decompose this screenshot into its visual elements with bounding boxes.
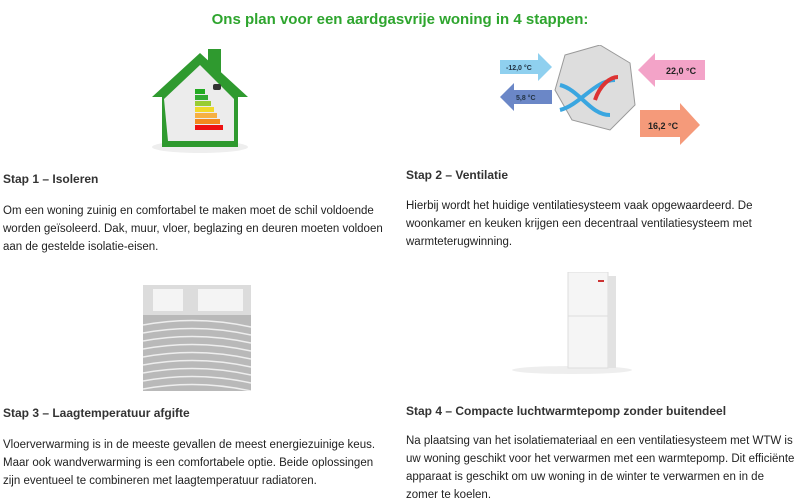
step-2-body: Hierbij wordt het huidige ventilatiesysteem vaak opgewaardeerd. De woonkamer en keuken krijgen een decentraal ventilatiesysteem met warmteterugwinning.	[406, 200, 753, 248]
step-3-body: Vloerverwarming is in de meeste gevallen de meest energiezuinige keus. Maar ook wandverwarming is een comfortabele optie. Beide oplossingen zijn eventueel te combineren met laagtemperatuur radiatoren.	[3, 439, 376, 487]
temp-indoor-out: 22,0 °C	[666, 66, 697, 76]
temp-outdoor-in: -12,0 °C	[506, 65, 532, 72]
heat-exchanger-image	[500, 45, 705, 150]
step-4-heading: Stap 4 – Compacte luchtwarmtepomp zonder buitendeel	[406, 404, 727, 418]
step-3-heading: Stap 3 – Laagtemperatuur afgifte	[3, 406, 190, 420]
heat-pump-image	[490, 272, 635, 376]
temp-indoor-in: 16,2 °C	[648, 121, 679, 131]
floor-heating-image	[143, 285, 251, 391]
step-1-heading: Stap 1 – Isoleren	[3, 172, 99, 186]
step-4-body: Na plaatsing van het isolatiemateriaal en een ventilatiesysteem met WTW is uw woning geschikt voor het verwarmen met een warmtepomp. Dit efficiënte apparaat is geschikt om uw woning in de winter te verwarmen en in de zomer te koelen.	[406, 435, 795, 501]
page-title: Ons plan voor een aardgasvrije woning in 4 stappen:	[211, 11, 589, 28]
step-1-body: Om een woning zuinig en comfortabel te maken moet de schil voldoende worden geïsoleerd. Dak, muur, vloer, beglazing en deuren moeten voldoen aan de gestelde isolatie-eisen.	[3, 205, 383, 253]
step-2-heading: Stap 2 – Ventilatie	[406, 168, 509, 182]
energy-label-house-image	[140, 35, 255, 157]
temp-outdoor-out: 5,8 °C	[516, 95, 536, 102]
